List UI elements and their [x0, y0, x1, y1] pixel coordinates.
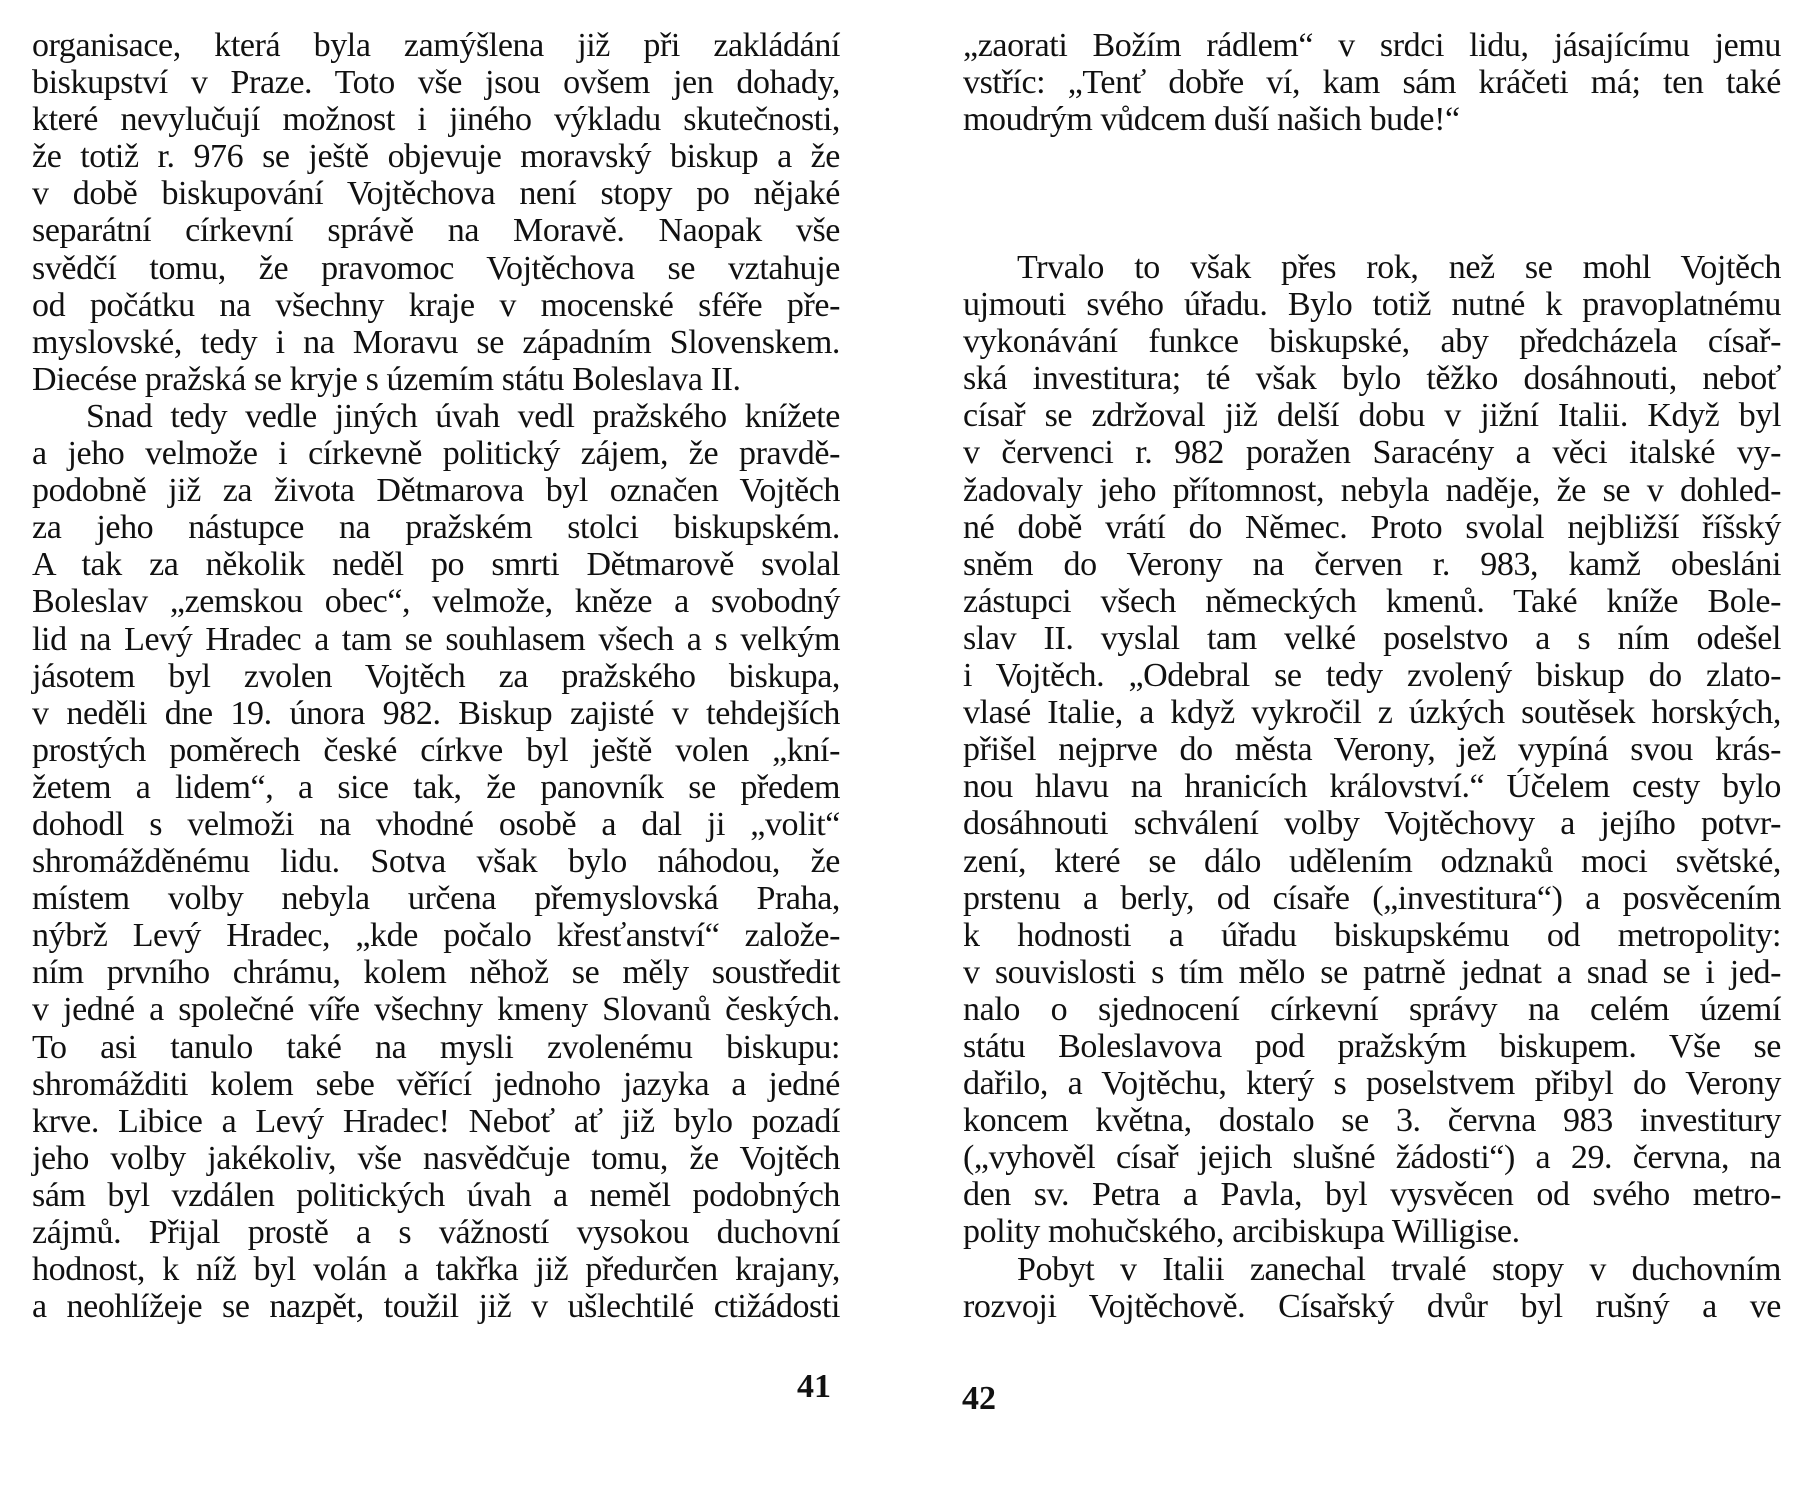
text-line: vstříc: „Tenť dobře ví, kam sám kráčeti má; ten také: [963, 64, 1781, 102]
text-line: které nevylučují možnost i jiného výkladu skutečnosti,: [32, 101, 840, 139]
text-line: v neděli dne 19. února 982. Biskup zajisté v tehdejších: [32, 694, 840, 732]
text-line: sám byl vzdálen politických úvah a neměl podobných: [32, 1176, 840, 1214]
text-line: Diecése pražská se kryje s územím státu Boleslava II.: [32, 360, 741, 398]
text-line: nýbrž Levý Hradec, „kde počalo křesťanství“ založe-: [32, 917, 840, 955]
text-line: Trvalo to však přes rok, než se mohl Vojtěch: [1017, 249, 1781, 286]
text-line: krve. Libice a Levý Hradec! Neboť ať již bylo pozadí: [32, 1102, 840, 1140]
text-line: ská investitura; té však bylo těžko dosáhnouti, neboť: [963, 360, 1781, 398]
text-line: žetem a lidem“, a sice tak, že panovník se předem: [32, 768, 840, 806]
text-line: biskupství v Praze. Toto vše jsou ovšem jen dohady,: [32, 64, 840, 102]
text-line: v jedné a společné víře všechny kmeny Slovanů českých.: [32, 991, 840, 1029]
text-line: Boleslav „zemskou obec“, velmože, kněze a svobodný: [32, 583, 840, 621]
text-line: den sv. Petra a Pavla, byl vysvěcen od svého metro-: [963, 1176, 1781, 1214]
text-line: i Vojtěch. „Odebral se tedy zvolený biskup do zlato-: [963, 657, 1781, 695]
text-line: v době biskupování Vojtěchova není stopy po nějaké: [32, 175, 840, 213]
text-line: a jeho velmože i církevně politický zájem, že pravdě-: [32, 435, 840, 473]
text-line: hodnost, k níž byl volán a takřka již předurčen krajany,: [32, 1251, 840, 1289]
text-line: Pobyt v Italii zanechal trvalé stopy v duchovním: [1017, 1250, 1781, 1288]
text-line: né době vrátí do Němec. Proto svolal nejbližší říšský: [963, 508, 1781, 546]
text-line: separátní církevní správě na Moravě. Naopak vše: [32, 212, 840, 250]
text-line: rozvoji Vojtěchově. Císařský dvůr byl rušný a ve: [963, 1287, 1781, 1325]
text-line: dohodl s velmoži na vhodné osobě a dal ji „volit“: [32, 805, 840, 843]
text-line: slav II. vyslal tam velké poselstvo a s ním odešel: [963, 619, 1781, 657]
text-line: dosáhnouti schválení volby Vojtěchovy a jejího potvr-: [963, 805, 1781, 843]
text-line: myslovské, tedy i na Moravu se západním Slovenskem.: [32, 323, 840, 361]
text-line: shromážditi kolem sebe věřící jednoho jazyka a jedné: [32, 1065, 840, 1103]
text-line: moudrým vůdcem duší našich bude!“: [963, 101, 1460, 139]
text-line: „zaorati Božím rádlem“ v srdci lidu, jásajícímu jemu: [963, 27, 1781, 64]
text-line: dařilo, a Vojtěchu, který s poselstvem přibyl do Verony: [963, 1065, 1781, 1103]
text-line: vlasé Italie, a když vykročil z úzkých soutěsek horských,: [963, 694, 1781, 732]
text-line: koncem května, dostalo se 3. června 983 investitury: [963, 1102, 1781, 1140]
text-line: v souvislosti s tím mělo se patrně jednat a snad se i jed-: [963, 953, 1781, 991]
text-line: v červenci r. 982 poražen Saracény a věci italské vy-: [963, 434, 1781, 472]
text-line: ním prvního chrámu, kolem něhož se měly soustředit: [32, 954, 840, 992]
right-page-number: 42: [962, 1380, 996, 1417]
text-line: prostých poměrech české církve byl ještě volen „kní-: [32, 731, 840, 769]
text-line: přišel nejprve do města Verony, jež vypíná svou krás-: [963, 731, 1781, 769]
text-line: že totiž r. 976 se ještě objevuje moravský biskup a že: [32, 138, 840, 176]
text-line: císař se zdržoval již delší dobu v jižní Italii. Když byl: [963, 397, 1781, 435]
text-line: místem volby nebyla určena přemyslovská Praha,: [32, 880, 840, 918]
text-line: nou hlavu na hranicích království.“ Účelem cesty bylo: [963, 768, 1781, 806]
right-page-quote-continuation: [963, 27, 1781, 138]
text-line: nalo o sjednocení církevní správy na celém území: [963, 990, 1781, 1028]
text-line: za jeho nástupce na pražském stolci biskupském.: [32, 509, 840, 547]
text-line: jásotem byl zvolen Vojtěch za pražského biskupa,: [32, 657, 840, 695]
left-page-number: 41: [797, 1368, 831, 1405]
text-line: To asi tanulo také na mysli zvolenému biskupu:: [32, 1028, 840, 1066]
text-line: vykonávání funkce biskupské, aby předcházela císař-: [963, 323, 1781, 361]
text-line: lid na Levý Hradec a tam se souhlasem všech a s velkým: [32, 620, 840, 658]
text-line: ujmouti svého úřadu. Bylo totiž nutné k pravoplatnému: [963, 286, 1781, 324]
text-line: podobně již za života Dětmarova byl označen Vojtěch: [32, 472, 840, 510]
text-line: sněm do Verony na červen r. 983, kamž obesláni: [963, 545, 1781, 583]
text-line: zájmů. Přijal prostě a s vážností vysokou duchovní: [32, 1214, 840, 1251]
text-line: jeho volby jakékoliv, vše nasvědčuje tomu, že Vojtěch: [32, 1139, 840, 1177]
text-line: státu Boleslavova pod pražským biskupem. Vše se: [963, 1027, 1781, 1065]
text-line: organisace, která byla zamýšlena již při zakládání: [32, 27, 840, 64]
text-line: prstenu a berly, od císaře („investitura“) a posvěcením: [963, 879, 1781, 917]
text-line: zení, které se dálo udělením odznaků moci světské,: [963, 842, 1781, 880]
text-line: („vyhověl císař jejich slušné žádosti“) a 29. června, na: [963, 1139, 1781, 1177]
text-line: od počátku na všechny kraje v mocenské sféře pře-: [32, 286, 840, 324]
text-line: polity mohučského, arcibiskupa Willigise.: [963, 1213, 1520, 1251]
text-line: svědčí tomu, že pravomoc Vojtěchova se vztahuje: [32, 249, 840, 287]
text-line: k hodnosti a úřadu biskupskému od metropolity:: [963, 916, 1781, 954]
text-line: zástupci všech německých kmenů. Také kníže Bole-: [963, 582, 1781, 620]
text-line: Snad tedy vedle jiných úvah vedl pražského knížete: [86, 397, 840, 435]
left-page-text: [32, 27, 840, 1325]
text-line: A tak za několik neděl po smrti Dětmarově svolal: [32, 546, 840, 584]
text-line: a neohlížeje se nazpět, toužil již v ušlechtilé ctižádosti: [32, 1288, 840, 1326]
text-line: žadovaly jeho přítomnost, nebyla naděje, že se v dohled-: [963, 471, 1781, 509]
text-line: shromážděnému lidu. Sotva však bylo náhodou, že: [32, 843, 840, 881]
right-page-text: [963, 249, 1781, 1325]
